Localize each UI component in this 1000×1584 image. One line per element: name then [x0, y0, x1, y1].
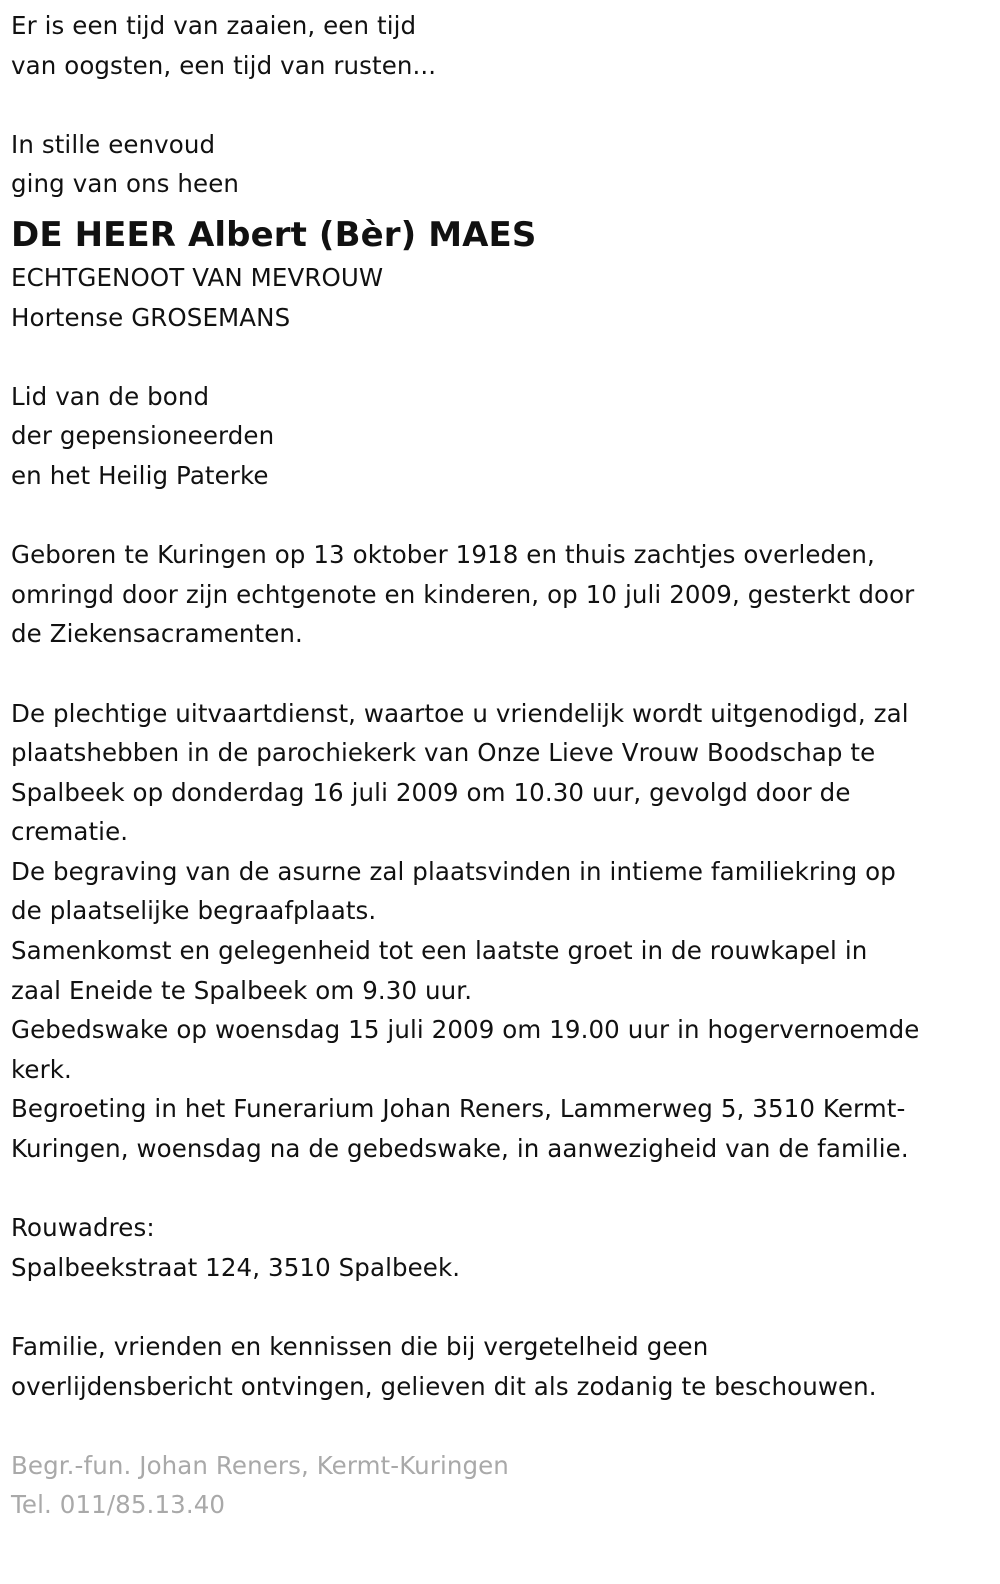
birth-death-line: de Ziekensacramenten.: [11, 619, 303, 649]
membership-line: der gepensioneerden: [11, 421, 275, 451]
address-line: Rouwadres:: [11, 1213, 155, 1243]
membership-line: en het Heilig Paterke: [11, 460, 269, 490]
intro-line: Er is een tijd van zaaien, een tijd: [11, 11, 417, 40]
ceremony-line: crematie.: [11, 817, 129, 847]
spouse-info: [11, 258, 991, 337]
ceremony-line: Begroeting in het Funerarium Johan Reners, Lammerweg 5, 3510 Kermt-: [11, 1094, 906, 1124]
birth-death-line: Geboren te Kuringen op 13 oktober 1918 en thuis zachtjes overleden,: [11, 540, 875, 570]
funeral-director-footer: [11, 1446, 991, 1525]
birth-death-line: omringd door zijn echtgenote en kinderen, op 10 juli 2009, gesterkt door: [11, 579, 915, 609]
membership-line: Lid van de bond: [11, 381, 210, 411]
ceremony-line: Samenkomst en gelegenheid tot een laatste groet in de rouwkapel in: [11, 936, 868, 966]
passing-line: In stille eenvoud: [11, 129, 216, 159]
intro-verse: [11, 6, 991, 85]
footer-line: Tel. 011/85.13.40: [11, 1490, 226, 1520]
mourning-address: [11, 1208, 991, 1287]
notice-line: Familie, vrienden en kennissen die bij vergetelheid geen: [11, 1332, 709, 1361]
ceremony-line: De plechtige uitvaartdienst, waartoe u vriendelijk wordt uitgenodigd, zal: [11, 698, 909, 728]
ceremony-line: zaal Eneide te Spalbeek om 9.30 uur.: [11, 975, 473, 1005]
notice-paragraph: [11, 1327, 991, 1406]
ceremony-line: Spalbeek op donderdag 16 juli 2009 om 10.30 uur, gevolgd door de: [11, 777, 851, 807]
ceremony-line: kerk.: [11, 1054, 72, 1084]
spouse-line: ECHTGENOOT VAN MEVROUW: [11, 262, 384, 292]
spouse-line: Hortense GROSEMANS: [11, 302, 291, 332]
ceremony-line: Gebedswake op woensdag 15 juli 2009 om 19.00 uur in hogervernoemde: [11, 1015, 920, 1045]
passing-line: ging van ons heen: [11, 169, 240, 199]
birth-death-paragraph: [11, 535, 991, 654]
footer-line: Begr.-fun. Johan Reners, Kermt-Kuringen: [11, 1450, 509, 1480]
deceased-name: DE HEER Albert (Bèr) MAES: [11, 214, 537, 255]
intro-line: van oogsten, een tijd van rusten...: [11, 50, 437, 80]
ceremony-line: plaatshebben in de parochiekerk van Onze Lieve Vrouw Boodschap te: [11, 738, 876, 768]
obituary-notice: [11, 6, 991, 1525]
ceremony-line: De begraving van de asurne zal plaatsvinden in intieme familiekring op: [11, 856, 896, 886]
notice-line: overlijdensbericht ontvingen, gelieven dit als zodanig te beschouwen.: [11, 1371, 877, 1401]
ceremony-line: de plaatselijke begraafplaats.: [11, 896, 377, 926]
membership-info: [11, 377, 991, 496]
passing-statement: [11, 125, 991, 204]
ceremony-line: Kuringen, woensdag na de gebedswake, in aanwezigheid van de familie.: [11, 1134, 909, 1164]
address-line: Spalbeekstraat 124, 3510 Spalbeek.: [11, 1252, 461, 1282]
ceremony-paragraph: [11, 694, 991, 1169]
